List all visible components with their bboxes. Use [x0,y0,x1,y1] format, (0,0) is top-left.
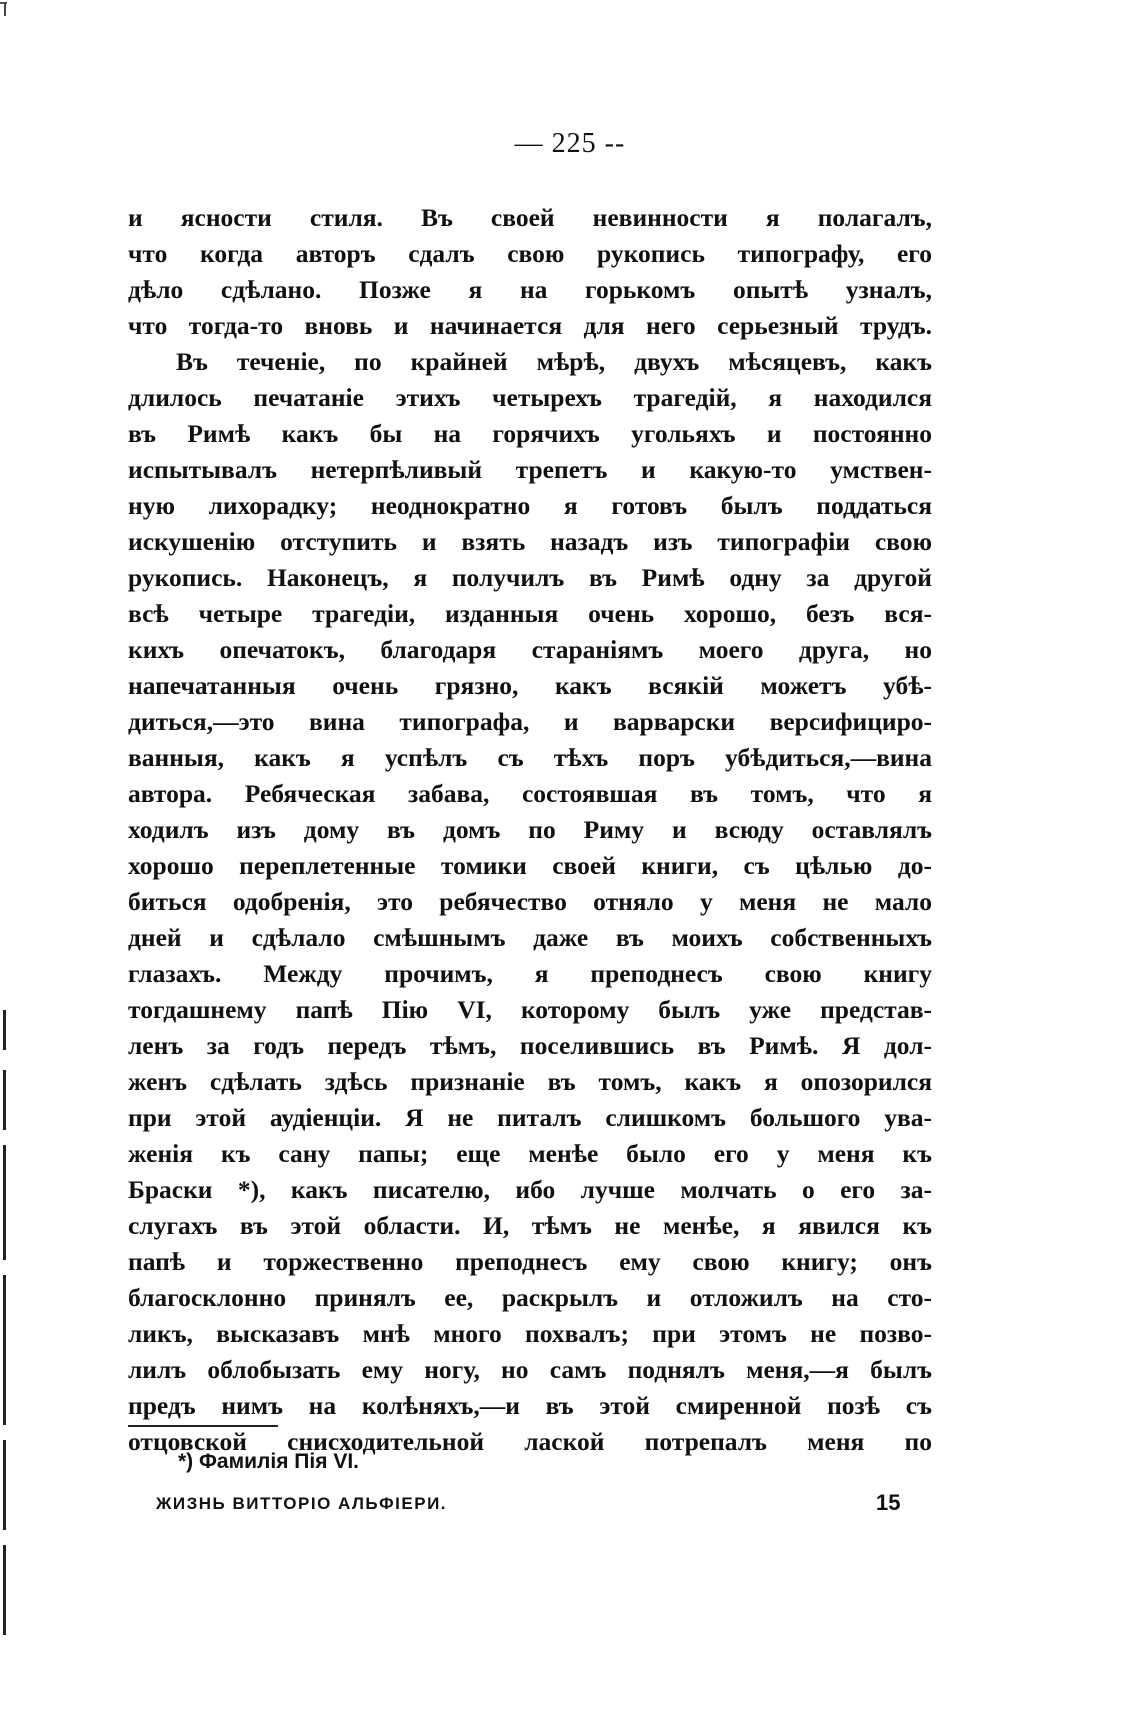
text-line: въ Римѣ какъ бы на горячихъ угольяхъ и постоянно [128,419,932,448]
text-line: искушенію отступить и взять назадъ изъ типографіи свою [128,527,932,556]
scan-corner-mark [4,2,6,16]
text-line: диться,—это вина типографа, и варварски версифициро- [128,707,932,736]
scan-left-edge [3,1145,6,1260]
text-line: автора. Ребяческая забава, состоявшая въ томъ, что я [128,779,932,808]
text-line: что тогда-то вновь и начинается для него серьезный трудъ. [128,311,932,340]
scan-top-edge [0,2,1140,4]
sheet-number: 15 [876,1490,901,1515]
text-line: хорошо переплетенные томики своей книги, съ цѣлью до- [128,851,932,880]
scan-left-edge [3,1440,6,1530]
text-line: дней и сдѣлало смѣшнымъ даже въ моихъ собственныхъ [128,923,932,952]
page-number: — 225 -- [514,128,626,159]
text-line: ную лихорадку; неоднократно я готовъ былъ поддаться [128,491,932,520]
text-line: что когда авторъ сдалъ свою рукопись типографу, его [128,239,932,268]
text-line: женія къ сану папы; еще менѣе было его у меня къ [128,1139,932,1168]
scan-left-edge [3,1275,6,1425]
footnote: *) Фамилія Пія VI. [178,1450,360,1473]
text-line: кихъ опечатокъ, благодаря стараніямъ моего друга, но [128,635,932,664]
text-line: Въ теченіе, по крайней мѣрѣ, двухъ мѣсяцевъ, какъ [176,347,932,376]
text-line: тогдашнему папѣ Пію VI, которому былъ уже представ- [128,995,932,1024]
text-line: женъ сдѣлать здѣсь признаніе въ томъ, какъ я опозорился [128,1067,932,1096]
text-line: при этой аудіенціи. Я не питалъ слишкомъ большого ува- [128,1103,932,1132]
text-line: предъ нимъ на колѣняхъ,—и въ этой смиренной позѣ съ [128,1391,932,1420]
scan-left-edge [3,1010,6,1050]
text-line: рукопись. Наконецъ, я получилъ въ Римѣ одну за другой [128,563,932,592]
text-line: ликъ, высказавъ мнѣ много похвалъ; при этомъ не позво- [128,1319,932,1348]
body-text [128,200,932,1460]
text-line: Браски *), какъ писателю, ибо лучше молчать о его за- [128,1175,932,1204]
text-line: и ясности стиля. Въ своей невинности я полагалъ, [128,203,932,232]
text-line: глазахъ. Между прочимъ, я преподнесъ свою книгу [128,959,932,988]
text-line: ванныя, какъ я успѣлъ съ тѣхъ поръ убѣдиться,—вина [128,743,932,772]
text-line: всѣ четыре трагедіи, изданныя очень хорошо, безъ вся- [128,599,932,628]
text-line: отцовской снисходительной лаской потрепалъ меня по [128,1427,932,1456]
text-line: лилъ облобызать ему ногу, но самъ поднялъ меня,—я былъ [128,1355,932,1384]
scan-left-edge [3,1545,6,1635]
footnote-rule [128,1425,278,1427]
scan-left-edge [3,1070,6,1130]
text-line: ходилъ изъ дому въ домъ по Риму и всюду оставлялъ [128,815,932,844]
text-line: слугахъ въ этой области. И, тѣмъ не менѣе, я явился къ [128,1211,932,1240]
text-line: благосклонно принялъ ее, раскрылъ и отложилъ на сто- [128,1283,932,1312]
text-line: напечатанныя очень грязно, какъ всякій можетъ убѣ- [128,671,932,700]
text-line: дѣло сдѣлано. Позже я на горькомъ опытѣ узналъ, [128,275,932,304]
text-line: длилось печатаніе этихъ четырехъ трагедій, я находился [128,383,932,412]
text-line: испытывалъ нетерпѣливый трепетъ и какую-то умствен- [128,455,932,484]
text-line: папѣ и торжественно преподнесъ ему свою книгу; онъ [128,1247,932,1276]
text-line: биться одобренія, это ребячество отняло у меня не мало [128,887,932,916]
signature-mark: ЖИЗНЬ ВИТТОРІО АЛЬФІЕРИ. [156,1494,448,1513]
text-line: ленъ за годъ передъ тѣмъ, поселившись въ Римѣ. Я дол- [128,1031,932,1060]
